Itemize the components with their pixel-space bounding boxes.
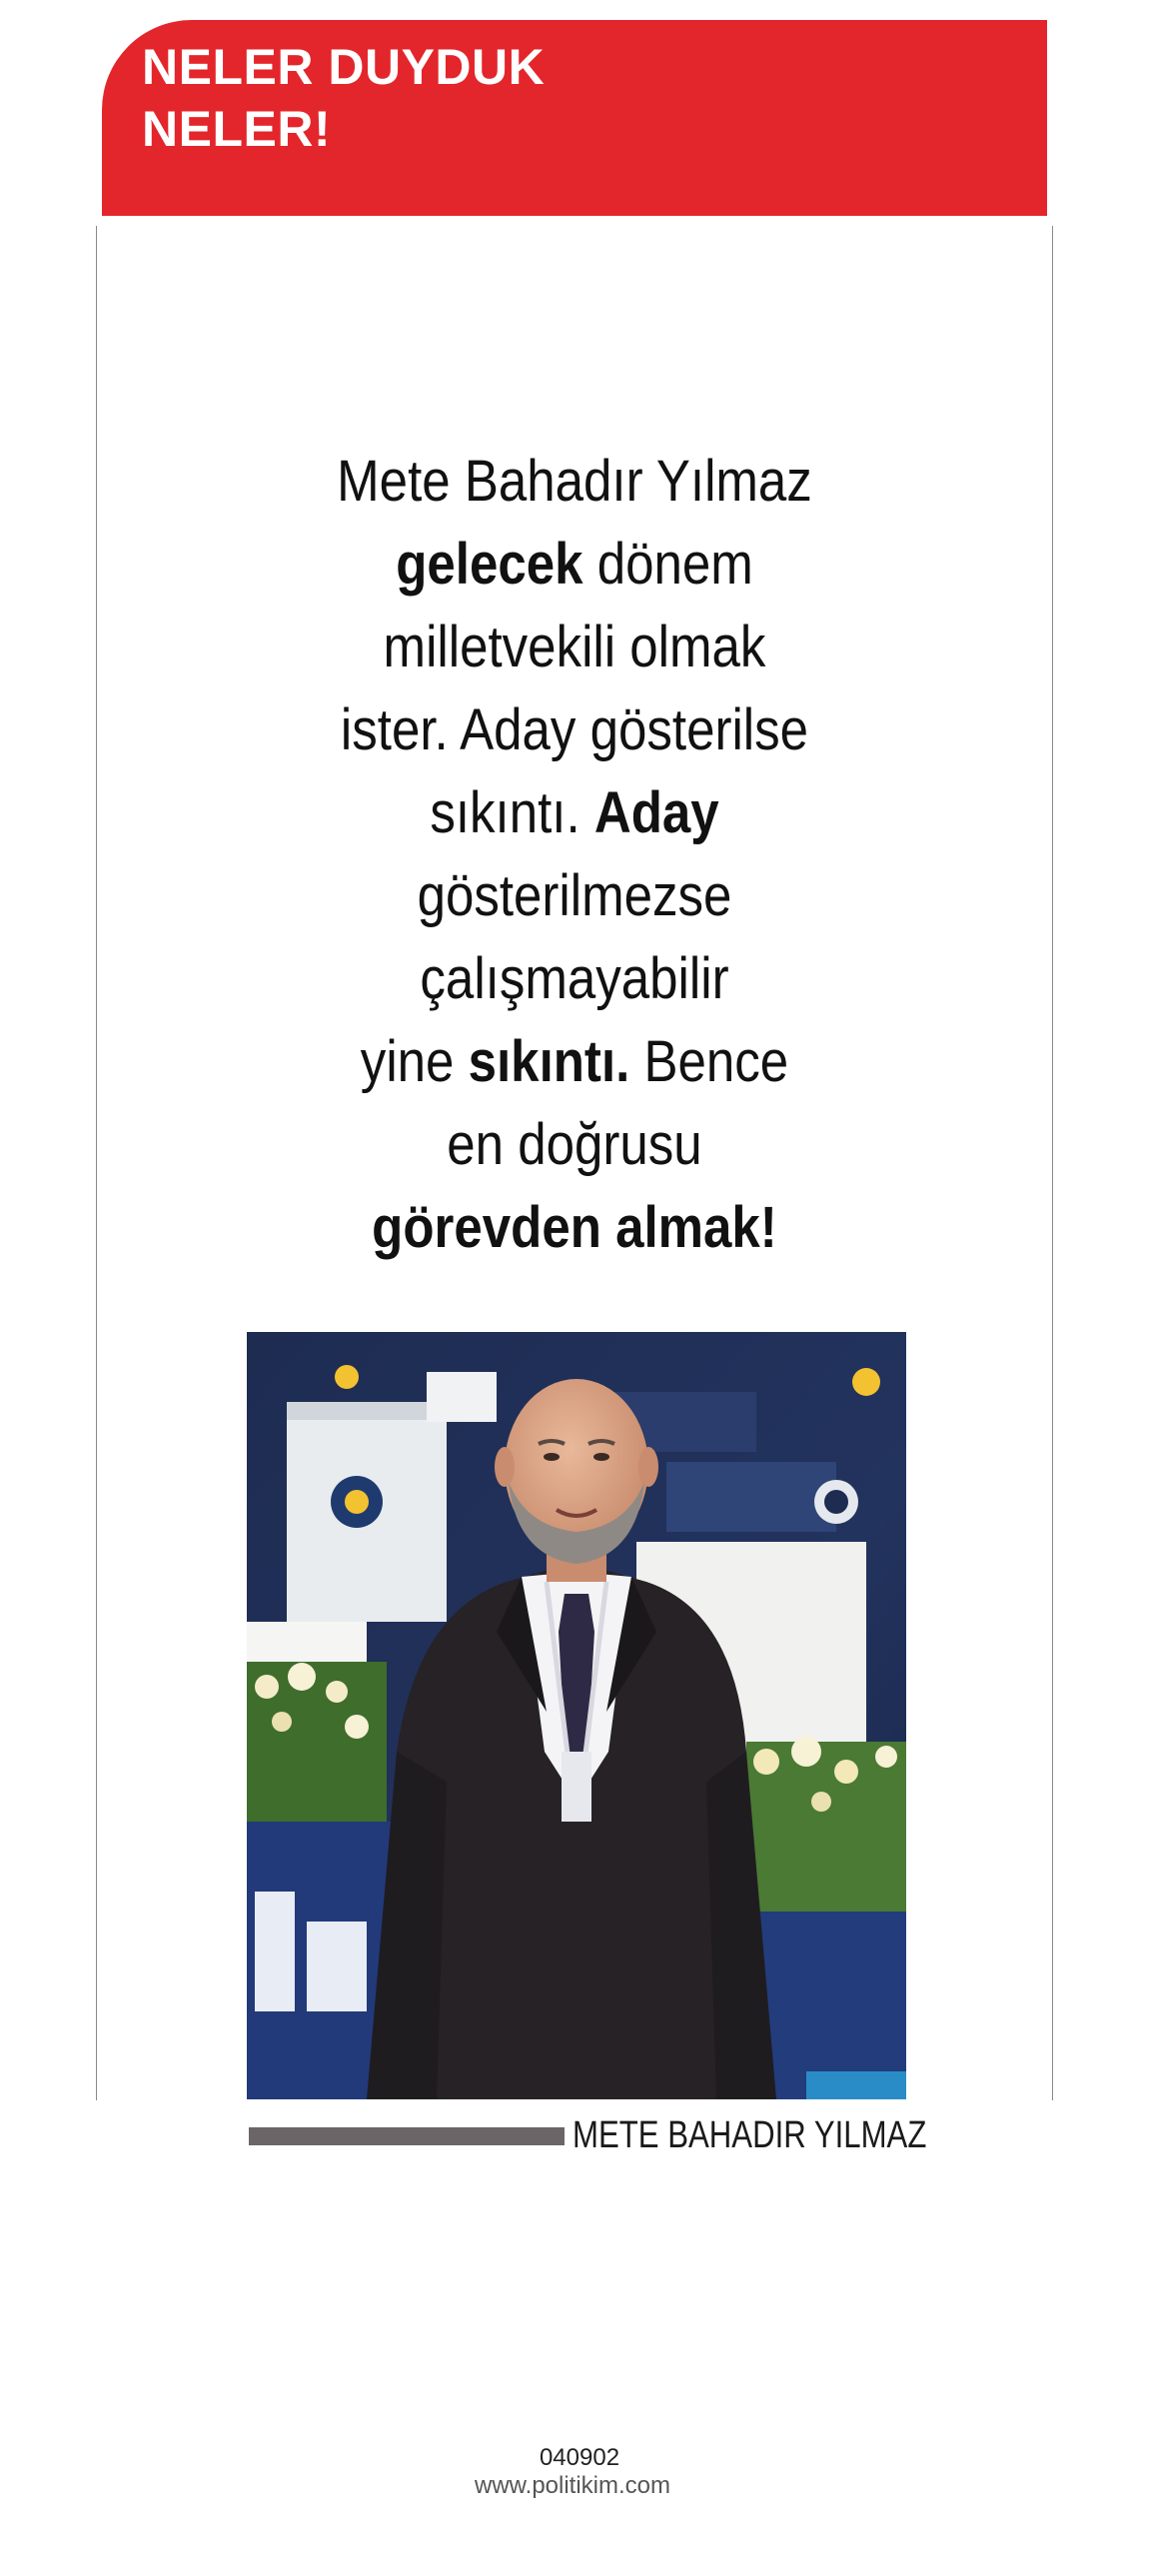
quote-line: [267, 854, 882, 937]
footer-url[interactable]: www.politikim.com: [474, 2472, 671, 2499]
quote-line: [267, 688, 882, 771]
quote-segment: Bence: [629, 1029, 789, 1094]
quote-segment: Aday: [593, 780, 719, 845]
quote-text: [267, 440, 882, 1269]
quote-line: [267, 937, 882, 1020]
quote-line: [267, 771, 882, 854]
footer-code: 040902: [539, 2444, 620, 2471]
quote-segment: görevden almak!: [372, 1195, 777, 1260]
quote-line: [267, 1103, 882, 1186]
quote-segment: dönem: [582, 532, 753, 597]
frame-right-border: [1052, 226, 1053, 2100]
quote-line: [267, 440, 882, 523]
caption-bar: [249, 2127, 565, 2145]
quote-segment: Mete Bahadır Yılmaz: [337, 449, 812, 514]
quote-line: [267, 1186, 882, 1269]
quote-segment: ister. Aday gösterilse: [340, 697, 809, 762]
photo-caption: METE BAHADIR YILMAZ: [573, 2114, 927, 2156]
quote-line: [267, 1020, 882, 1103]
frame-left-border: [96, 226, 97, 2100]
quote-segment: yine: [360, 1029, 469, 1094]
quote-segment: gelecek: [396, 532, 583, 597]
quote-segment: sıkıntı.: [430, 780, 594, 845]
quote-segment: en doğrusu: [447, 1112, 702, 1177]
quote-segment: gösterilmezse: [417, 863, 732, 928]
section-title: NELER DUYDUK NELER!: [142, 39, 546, 157]
quote-segment: milletvekili olmak: [383, 615, 766, 679]
quote-segment: sıkıntı.: [468, 1029, 630, 1094]
quote-segment: çalışmayabilir: [420, 946, 729, 1011]
portrait-photo: [247, 1332, 906, 2099]
quote-line: [267, 523, 882, 606]
quote-line: [267, 606, 882, 688]
